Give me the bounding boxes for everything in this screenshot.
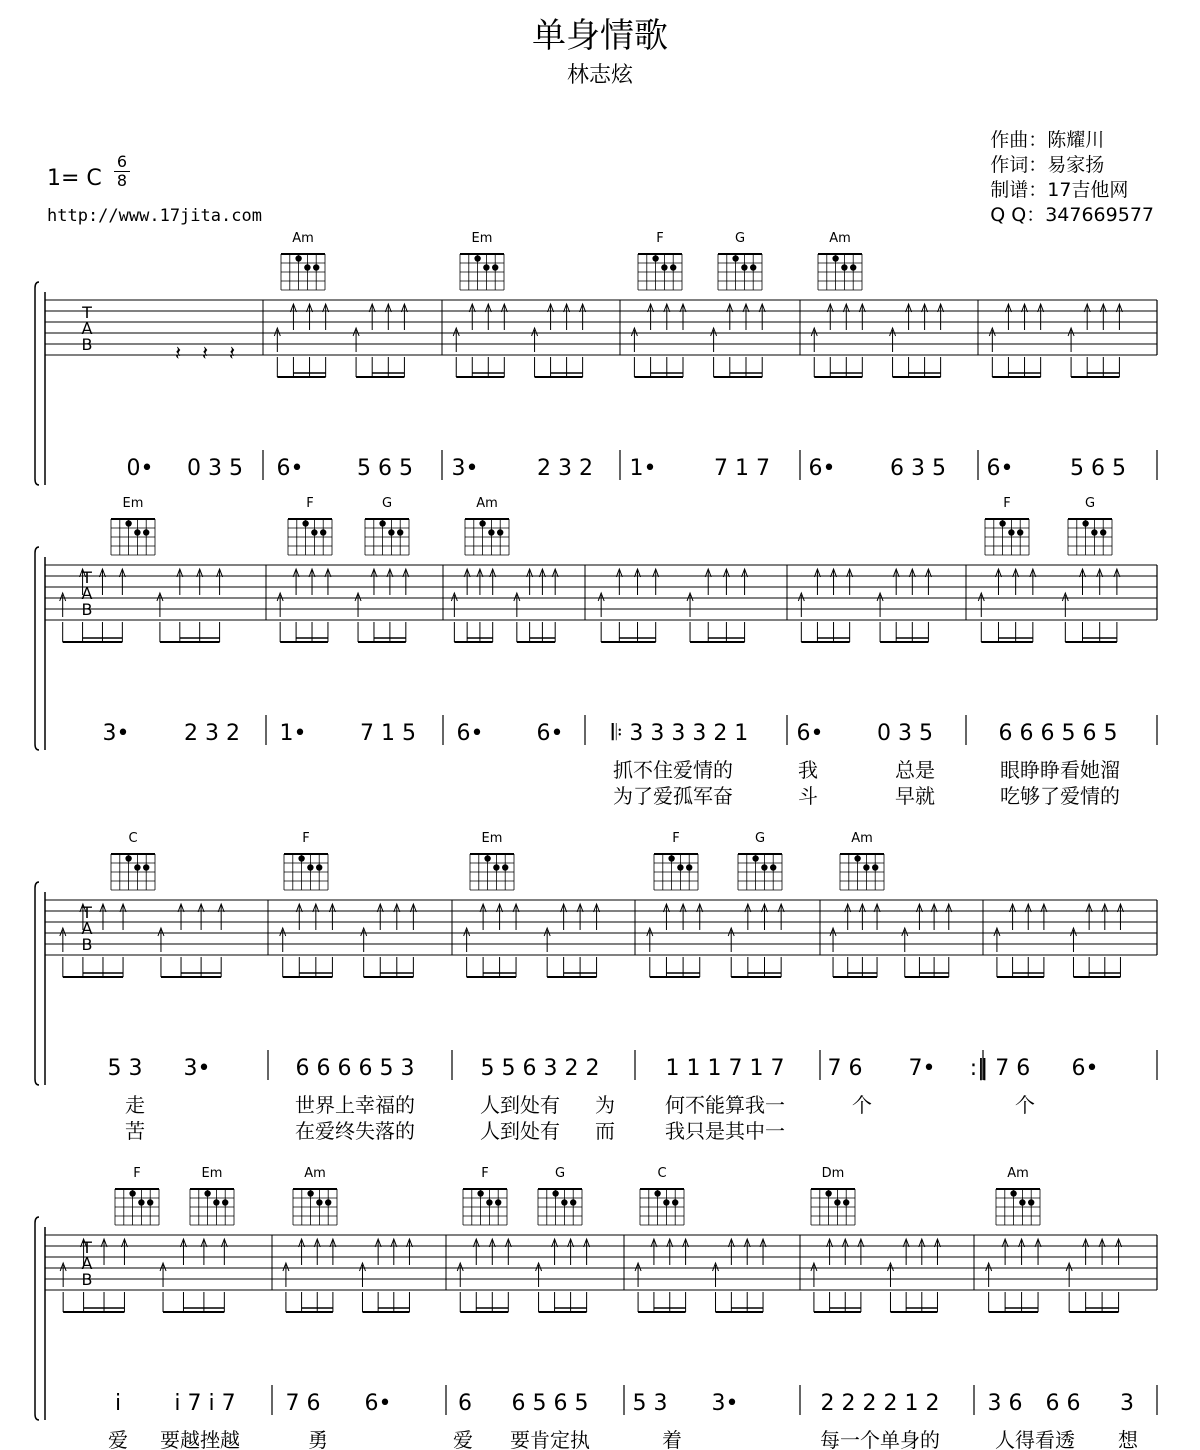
tab-letter: B [81, 1270, 93, 1289]
chord-dot [825, 1190, 831, 1196]
tab-letter: A [81, 584, 93, 603]
artist-name: 林志炫 [566, 63, 633, 88]
chord-diagram-f [654, 854, 698, 890]
numbered-note: 3 [1120, 1391, 1134, 1416]
chord-diagram-f [115, 1189, 159, 1225]
numbered-note: 6• [808, 456, 836, 481]
chord-name: G [1084, 496, 1096, 511]
numbered-note: 2 2 2 2 1 2 [820, 1391, 940, 1416]
rest-mark: 𝄽 [228, 341, 236, 365]
lyric-line-2: 吃够了爱情的 [1000, 784, 1120, 808]
source-url[interactable]: http://www.17jita.com [47, 206, 262, 226]
chord-dot [1010, 1190, 1016, 1196]
tab-letter: A [81, 319, 93, 338]
chord-dot [872, 864, 878, 870]
key-signature: 1= C [47, 166, 102, 191]
system-bracket [35, 1217, 39, 1420]
chord-dot [397, 529, 403, 535]
lyric-line-1: 每一个单身的 [820, 1428, 940, 1450]
chord-name: F [306, 496, 314, 511]
chord-dot [295, 255, 301, 261]
chord-dot [143, 864, 149, 870]
lyric-line-2: 斗 [798, 784, 818, 808]
tab-letter: T [82, 303, 92, 322]
lyric-line-1: 人得看透 [995, 1428, 1075, 1450]
chord-dot [732, 255, 738, 261]
chord-diagram-em [470, 854, 514, 890]
chord-name: F [1003, 496, 1011, 511]
numbered-note: 6 6 [1045, 1391, 1081, 1416]
system-bracket [35, 882, 39, 1085]
credit-composer: 作曲：陈耀川 [990, 129, 1105, 151]
chord-dot [143, 529, 149, 535]
lyric-line-1: 勇 [308, 1428, 328, 1450]
chord-dot [841, 264, 847, 270]
numbered-note: 0• [126, 456, 154, 481]
lyric-line-1: 世界上幸福的 [295, 1093, 415, 1117]
chord-dot [204, 1190, 210, 1196]
chord-dot [307, 864, 313, 870]
chord-name: Am [292, 231, 314, 246]
tab-letter: T [82, 1238, 92, 1257]
chord-dot [484, 855, 490, 861]
chord-diagram-g [738, 854, 782, 890]
chord-name: F [656, 231, 664, 246]
numbered-note: 0 3 5 [877, 721, 933, 746]
chord-name: Am [829, 231, 851, 246]
chord-dot [147, 1199, 153, 1205]
lyric-line-1: 眼睁睁看她溜 [1000, 758, 1120, 782]
numbered-note: 6 6 6 5 6 5 [998, 721, 1118, 746]
numbered-note: 6• [364, 1391, 392, 1416]
chord-dot [325, 1199, 331, 1205]
chord-dot [379, 520, 385, 526]
lyric-line-1: 人到处有 [480, 1093, 560, 1117]
chord-dot [652, 255, 658, 261]
tab-letter: B [81, 935, 93, 954]
chord-dot [1008, 529, 1014, 535]
chord-dot [1019, 1199, 1025, 1205]
chord-dot [672, 1199, 678, 1205]
chord-name: F [481, 1166, 489, 1181]
chord-dot [663, 1199, 669, 1205]
chord-name: Am [851, 831, 873, 846]
numbered-note: 𝄆 3 3 3 3 2 1 [611, 721, 749, 746]
numbered-note: 3 6 [987, 1391, 1023, 1416]
chord-dot [493, 864, 499, 870]
chord-dot [316, 864, 322, 870]
chord-dot [999, 520, 1005, 526]
chord-dot [125, 855, 131, 861]
chord-dot [213, 1199, 219, 1205]
numbered-note: 6• [1071, 1056, 1099, 1081]
numbered-note: 3• [183, 1056, 211, 1081]
credit-lyricist: 作词：易家扬 [990, 154, 1105, 176]
numbered-note: 6 [458, 1391, 472, 1416]
chord-dot [1017, 529, 1023, 535]
chord-dot [761, 864, 767, 870]
lyric-line-1: 我 [798, 758, 818, 782]
numbered-note: i [114, 1391, 122, 1416]
chord-name: G [754, 831, 766, 846]
chord-dot [843, 1199, 849, 1205]
chord-dot [477, 1190, 483, 1196]
numbered-note: 7 6 [827, 1056, 863, 1081]
chord-diagram-dm [811, 1189, 855, 1225]
chord-name: G [734, 231, 746, 246]
chord-dot [479, 520, 485, 526]
chord-name: Am [1007, 1166, 1029, 1181]
lyric-line-1: 走 [125, 1093, 145, 1117]
tab-letter: B [81, 335, 93, 354]
chord-dot [304, 264, 310, 270]
chord-dot [750, 264, 756, 270]
numbered-note: 6 6 6 6 5 3 [295, 1056, 415, 1081]
system-bracket [35, 282, 39, 485]
numbered-note: 2 3 2 [184, 721, 240, 746]
tab-letter: A [81, 919, 93, 938]
lyric-line-1: 总是 [895, 758, 935, 782]
chord-dot [661, 264, 667, 270]
numbered-note: 6• [276, 456, 304, 481]
chord-diagram-am [465, 519, 509, 555]
credit-transcriber: 制谱：17吉他网 [990, 179, 1129, 201]
chord-diagram-g [538, 1189, 582, 1225]
chord-name: Am [304, 1166, 326, 1181]
chord-dot [832, 255, 838, 261]
numbered-note: 1• [279, 721, 307, 746]
chord-dot [1028, 1199, 1034, 1205]
chord-diagram-f [638, 254, 682, 290]
chord-dot [222, 1199, 228, 1205]
chord-dot [134, 529, 140, 535]
numbered-note: 3• [102, 721, 130, 746]
chord-dot [302, 520, 308, 526]
chord-dot [125, 520, 131, 526]
lyric-line-2: 而 [595, 1119, 615, 1143]
chord-dot [313, 264, 319, 270]
chord-dot [488, 529, 494, 535]
chord-dot [686, 864, 692, 870]
chord-diagram-em [111, 519, 155, 555]
chord-dot [677, 864, 683, 870]
chord-dot [570, 1199, 576, 1205]
chord-diagram-em [460, 254, 504, 290]
lyric-line-1: 个 [852, 1093, 872, 1117]
chord-diagram-g [365, 519, 409, 555]
rest-mark: 𝄽 [201, 341, 209, 365]
chord-dot [316, 1199, 322, 1205]
chord-dot [298, 855, 304, 861]
numbered-note: 3• [711, 1391, 739, 1416]
numbered-note: 5 5 6 3 2 2 [480, 1056, 600, 1081]
lyric-line-1: 何不能算我一 [665, 1093, 785, 1117]
numbered-note: 6• [536, 721, 564, 746]
lyric-line-1: 抓不住爱情的 [613, 758, 733, 782]
time-signature-top: 6 [116, 152, 128, 171]
chord-name: F [302, 831, 310, 846]
lyric-line-1: 要肯定执 [510, 1428, 590, 1450]
chord-dot [854, 855, 860, 861]
numbered-note: i 7 i 7 [174, 1391, 236, 1416]
chord-name: Dm [821, 1166, 845, 1181]
chord-diagram-g [1068, 519, 1112, 555]
numbered-note: :‖ 7 6 [969, 1056, 1031, 1081]
system-4 [35, 1189, 1157, 1420]
numbered-note: 7• [908, 1056, 936, 1081]
chord-dot [495, 1199, 501, 1205]
chord-diagram-f [985, 519, 1029, 555]
system-1 [35, 254, 1157, 485]
numbered-note: 1 1 1 7 1 7 [665, 1056, 785, 1081]
tab-letter: A [81, 1254, 93, 1273]
numbered-note: 6• [796, 721, 824, 746]
chord-name: Em [471, 231, 493, 246]
lyric-line-2: 人到处有 [480, 1119, 560, 1143]
numbered-note: 2 3 2 [537, 456, 593, 481]
chord-dot [863, 864, 869, 870]
chord-dot [311, 529, 317, 535]
numbered-note: 6• [456, 721, 484, 746]
lyric-line-2: 在爱终失落的 [295, 1119, 415, 1143]
lyric-line-2: 为了爱孤军奋 [613, 784, 733, 808]
chord-name: Em [481, 831, 503, 846]
system-bracket [35, 547, 39, 750]
numbered-note: 7 1 7 [714, 456, 770, 481]
chord-dot [654, 1190, 660, 1196]
lyric-line-1: 想 [1118, 1428, 1138, 1450]
numbered-note: 3• [451, 456, 479, 481]
chord-name: Em [122, 496, 144, 511]
lyric-line-2: 我只是其中一 [665, 1119, 785, 1143]
chord-dot [668, 855, 674, 861]
chord-diagram-am [281, 254, 325, 290]
chord-diagram-f [288, 519, 332, 555]
lyric-line-1: 爱 [453, 1428, 473, 1450]
chord-name: Em [201, 1166, 223, 1181]
numbered-note: 5 3 [107, 1056, 143, 1081]
chord-name: G [381, 496, 393, 511]
numbered-note: 6• [986, 456, 1014, 481]
chord-dot [670, 264, 676, 270]
chord-diagram-am [996, 1189, 1040, 1225]
chord-diagram-am [840, 854, 884, 890]
chord-dot [138, 1199, 144, 1205]
chord-dot [486, 1199, 492, 1205]
time-signature-bottom: 8 [116, 171, 128, 190]
chord-dot [770, 864, 776, 870]
chord-dot [834, 1199, 840, 1205]
numbered-note: 0 3 5 [187, 456, 243, 481]
tab-letter: T [82, 568, 92, 587]
numbered-note: 6 3 5 [890, 456, 946, 481]
lyric-line-2: 早就 [895, 784, 935, 808]
chord-diagram-am [818, 254, 862, 290]
chord-dot [134, 864, 140, 870]
chord-name: C [128, 831, 138, 846]
chord-dot [752, 855, 758, 861]
tab-letter: T [82, 903, 92, 922]
chord-diagram-am [293, 1189, 337, 1225]
chord-dot [307, 1190, 313, 1196]
numbered-note: 7 1 5 [360, 721, 416, 746]
lyric-line-2: 苦 [125, 1119, 145, 1143]
chord-dot [552, 1190, 558, 1196]
chord-diagram-g [718, 254, 762, 290]
chord-dot [1082, 520, 1088, 526]
chord-dot [320, 529, 326, 535]
chord-dot [474, 255, 480, 261]
chord-dot [483, 264, 489, 270]
chord-dot [1091, 529, 1097, 535]
chord-dot [850, 264, 856, 270]
lyric-line-1: 着 [662, 1428, 682, 1450]
chord-name: G [554, 1166, 566, 1181]
lyric-line-1: 爱 [108, 1428, 128, 1450]
chord-dot [497, 529, 503, 535]
system-2 [35, 519, 1157, 750]
chord-dot [129, 1190, 135, 1196]
chord-diagram-c [640, 1189, 684, 1225]
numbered-note: 7 6 [285, 1391, 321, 1416]
chord-name: F [133, 1166, 141, 1181]
chord-diagram-c [111, 854, 155, 890]
numbered-note: 5 6 5 [357, 456, 413, 481]
lyric-line-1: 为 [595, 1093, 615, 1117]
chord-diagram-f [463, 1189, 507, 1225]
chord-diagram-f [284, 854, 328, 890]
chord-name: C [657, 1166, 667, 1181]
credit-qq: Q Q：347669577 [990, 204, 1154, 226]
chord-dot [1100, 529, 1106, 535]
lyric-line-1: 个 [1015, 1093, 1035, 1117]
lyric-line-1: 要越挫越 [160, 1428, 240, 1450]
chord-diagram-em [190, 1189, 234, 1225]
system-3 [35, 854, 1157, 1085]
rest-mark: 𝄽 [174, 341, 182, 365]
numbered-note: 1• [629, 456, 657, 481]
chord-dot [388, 529, 394, 535]
song-title: 单身情歌 [532, 16, 668, 56]
numbered-note: 5 3 [632, 1391, 668, 1416]
chord-dot [741, 264, 747, 270]
chord-dot [502, 864, 508, 870]
numbered-note: 6 5 6 5 [511, 1391, 589, 1416]
numbered-note: 5 6 5 [1070, 456, 1126, 481]
chord-dot [561, 1199, 567, 1205]
chord-dot [492, 264, 498, 270]
tab-letter: B [81, 600, 93, 619]
chord-name: F [672, 831, 680, 846]
chord-name: Am [476, 496, 498, 511]
